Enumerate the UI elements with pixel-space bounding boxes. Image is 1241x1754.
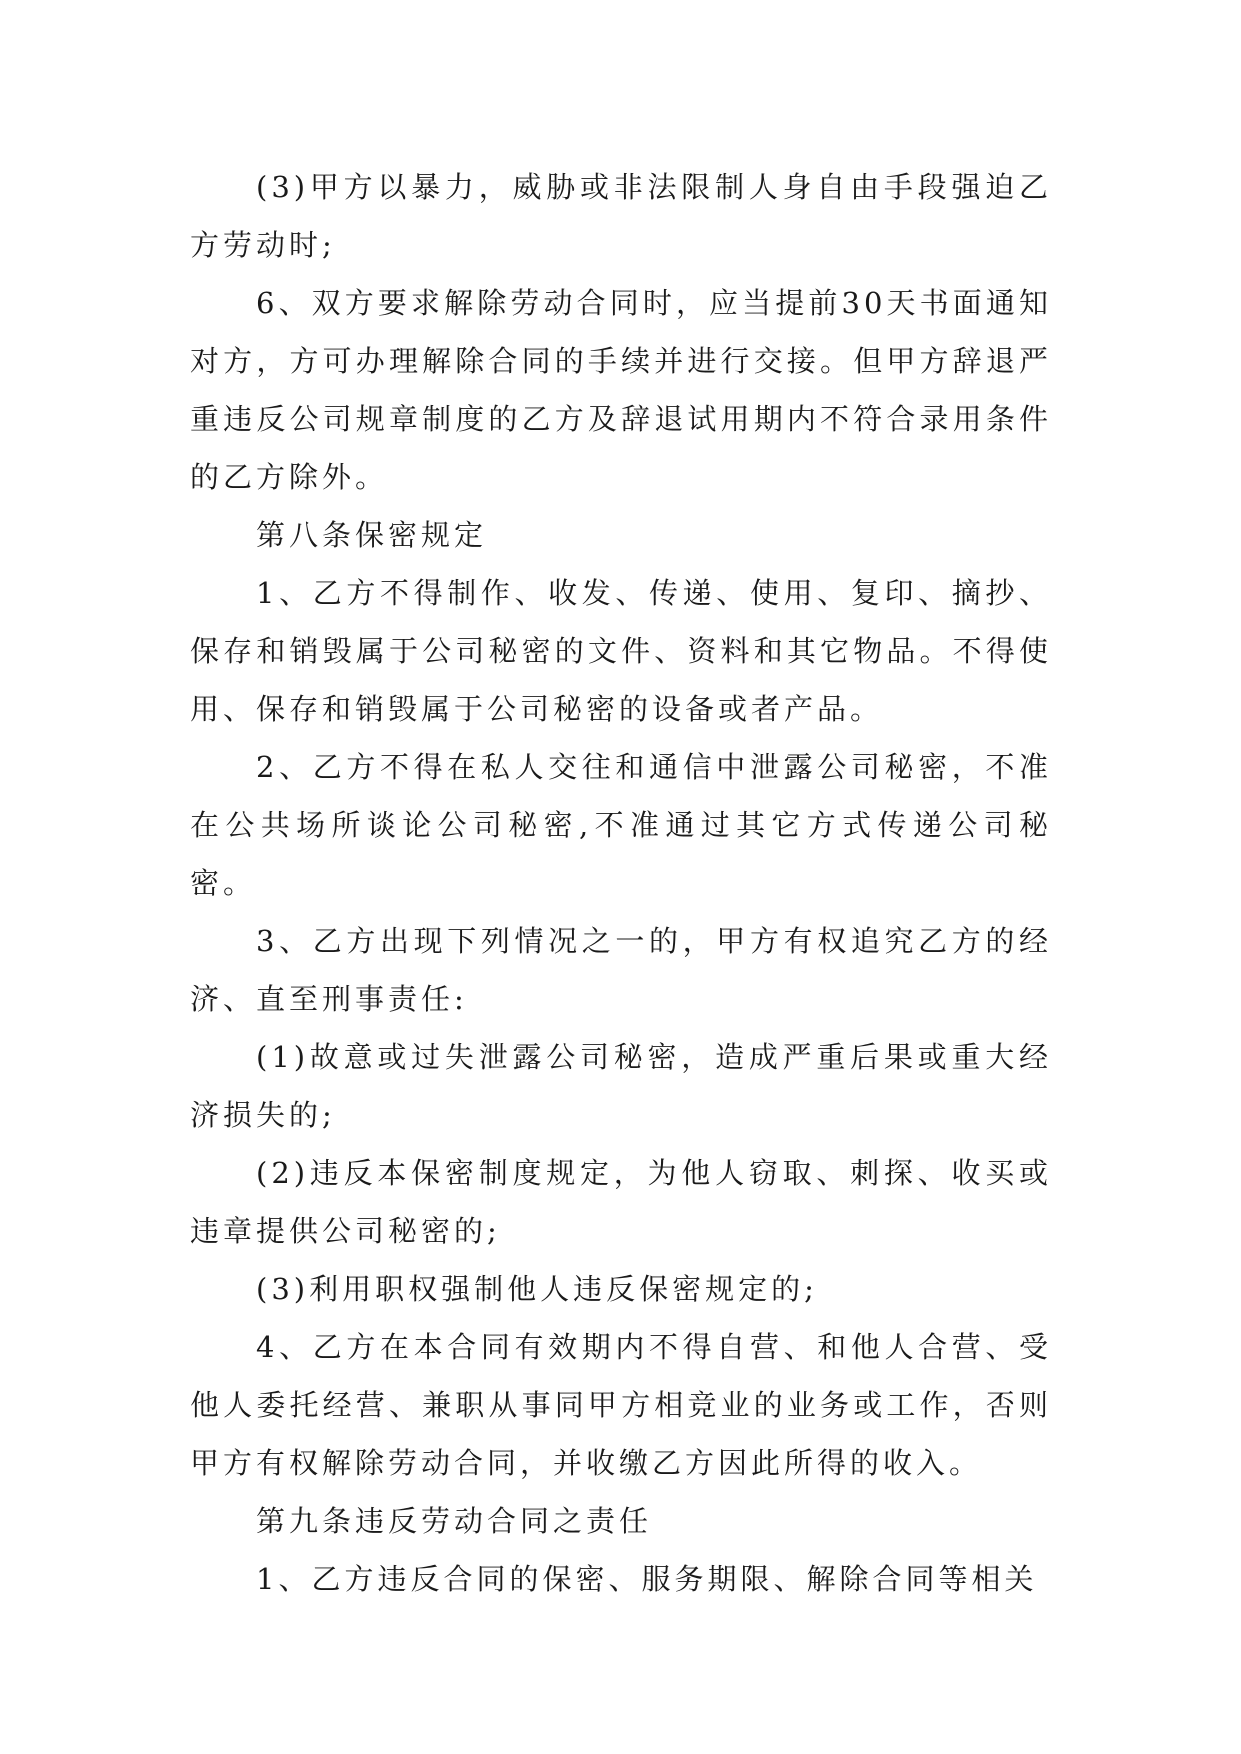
article-9-heading: 第九条违反劳动合同之责任 xyxy=(256,1504,653,1538)
clause-8-1: 1、乙方不得制作、收发、传递、使用、复印、摘抄、保存和销毁属于公司秘密的文件、资料和其它物品。不得使用、保存和销毁属于公司秘密的设备或者产品。 xyxy=(190,576,1052,726)
clause-7-6: 6、双方要求解除劳动合同时，应当提前30天书面通知对方，方可办理解除合同的手续并进行交接。但甲方辞退严重违反公司规章制度的乙方及辞退试用期内不符合录用条件的乙方除外。 xyxy=(190,286,1052,494)
article-8-heading: 第八条保密规定 xyxy=(256,518,488,552)
clause-8-2: 2、乙方不得在私人交往和通信中泄露公司秘密，不准在公共场所谈论公司秘密,不准通过其它方式传递公司秘密。 xyxy=(190,750,1052,900)
clause-8-4: 4、乙方在本合同有效期内不得自营、和他人合营、受他人委托经营、兼职从事同甲方相竞业的业务或工作，否则甲方有权解除劳动合同，并收缴乙方因此所得的收入。 xyxy=(190,1330,1052,1480)
clause-9-1: 1、乙方违反合同的保密、服务期限、解除合同等相关 xyxy=(256,1562,1038,1596)
clause-8-3-3: (3)利用职权强制他人违反保密规定的; xyxy=(256,1272,818,1306)
clause-8-3-2: (2)违反本保密制度规定，为他人窃取、刺探、收买或违章提供公司秘密的; xyxy=(190,1156,1052,1248)
clause-7-5-3: (3)甲方以暴力，威胁或非法限制人身自由手段强迫乙方劳动时; xyxy=(190,170,1052,262)
clause-8-3-1: (1)故意或过失泄露公司秘密，造成严重后果或重大经济损失的; xyxy=(190,1040,1052,1132)
clause-8-3: 3、乙方出现下列情况之一的，甲方有权追究乙方的经济、直至刑事责任: xyxy=(190,924,1052,1016)
document-body xyxy=(190,158,1052,1608)
